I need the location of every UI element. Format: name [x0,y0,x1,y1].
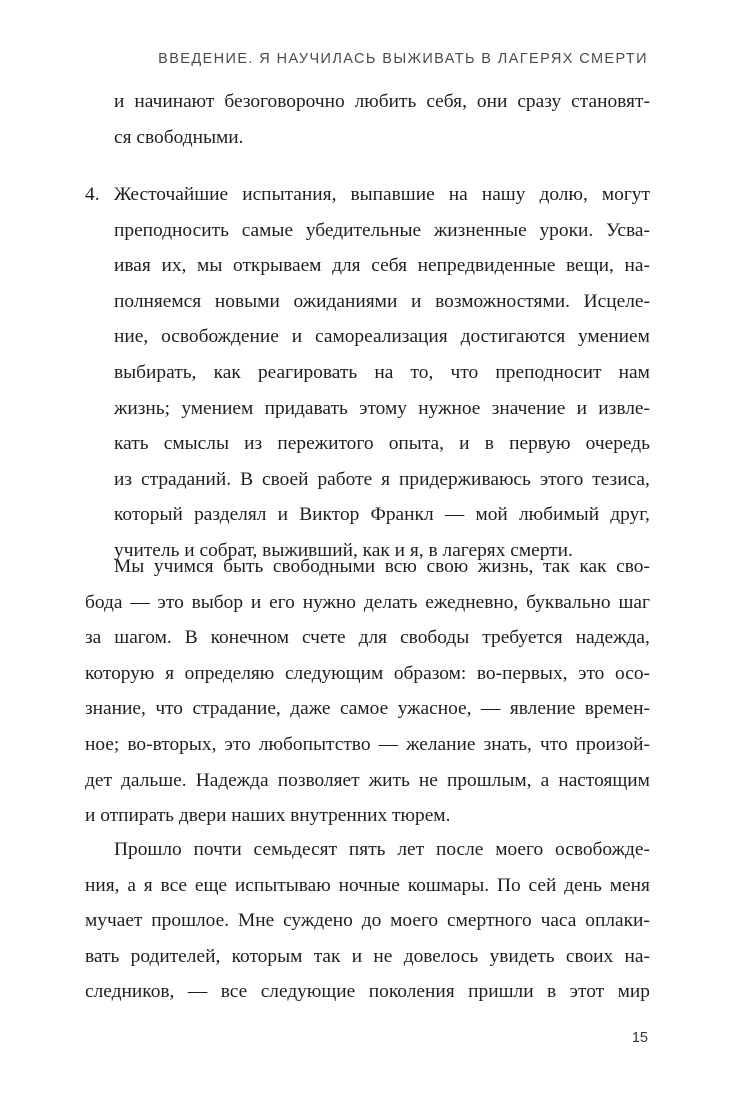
text-line: который разделял и Виктор Франкл — мой любимый друг, [114,504,650,526]
text-line: полняемся новыми ожиданиями и возможностями. Исцеле- [114,290,650,312]
text-line: знание, что страдание, даже самое ужасное, — явление времен- [85,698,650,720]
text-line: Мы учимся быть свободными всю свою жизнь, так как сво- [114,556,650,577]
page-number: 15 [631,1030,648,1046]
text-line: жизнь; умением придавать этому нужное значение и извле- [114,397,650,419]
text-line: из страданий. В своей работе я придерживаюсь этого тезиса, [114,468,650,490]
text-line: которую я определяю следующим образом: во-первых, это осо- [85,662,650,684]
text-line: учитель и собрат, выживший, как и я, в лагерях смерти. [114,540,573,561]
list-number: 4. [85,184,100,205]
text-line: ние, освобождение и самореализация достигаются умением [114,326,650,348]
text-line: преподносить самые убедительные жизненные уроки. Усва- [114,219,650,241]
text-line: бода — это выбор и его нужно делать ежедневно, буквально шаг [85,591,650,613]
text-line: ся свободными. [114,126,244,148]
text-line: за шагом. В конечном счете для свободы требуется надежда, [85,627,650,649]
text-line: вать родителей, которым так и не довелось увидеть своих на- [85,945,650,967]
text-line: ное; во-вторых, это любопытство — желание знать, что произой- [85,734,650,755]
text-line: ния, а я все еще испытываю ночные кошмары. По сей день меня [85,874,650,896]
text-line: дет дальше. Надежда позволяет жить не прошлым, а настоящим [85,769,650,791]
text-line: и начинают безоговорочно любить себя, они сразу становят- [114,91,650,112]
running-head: ВВЕДЕНИЕ. Я НАУЧИЛАСЬ ВЫЖИВАТЬ В ЛАГЕРЯХ СМЕРТИ [158,51,648,67]
text-line: кать смыслы из пережитого опыта, и в первую очередь [114,433,650,455]
text-line: Прошло почти семьдесят пять лет после моего освобожде- [114,839,650,860]
text-line: и отпирать двери наших внутренних тюрем. [85,805,451,827]
text-line: ивая их, мы открываем для себя непредвиденные вещи, на- [114,255,650,277]
text-line: мучает прошлое. Мне суждено до моего смертного часа оплаки- [85,910,650,932]
text-line: выбирать, как реагировать на то, что преподносит нам [114,362,650,383]
text-line: Жесточайшие испытания, выпавшие на нашу долю, могут [114,184,650,205]
text-line: следников, — все следующие поколения пришли в этот мир [85,981,650,1003]
